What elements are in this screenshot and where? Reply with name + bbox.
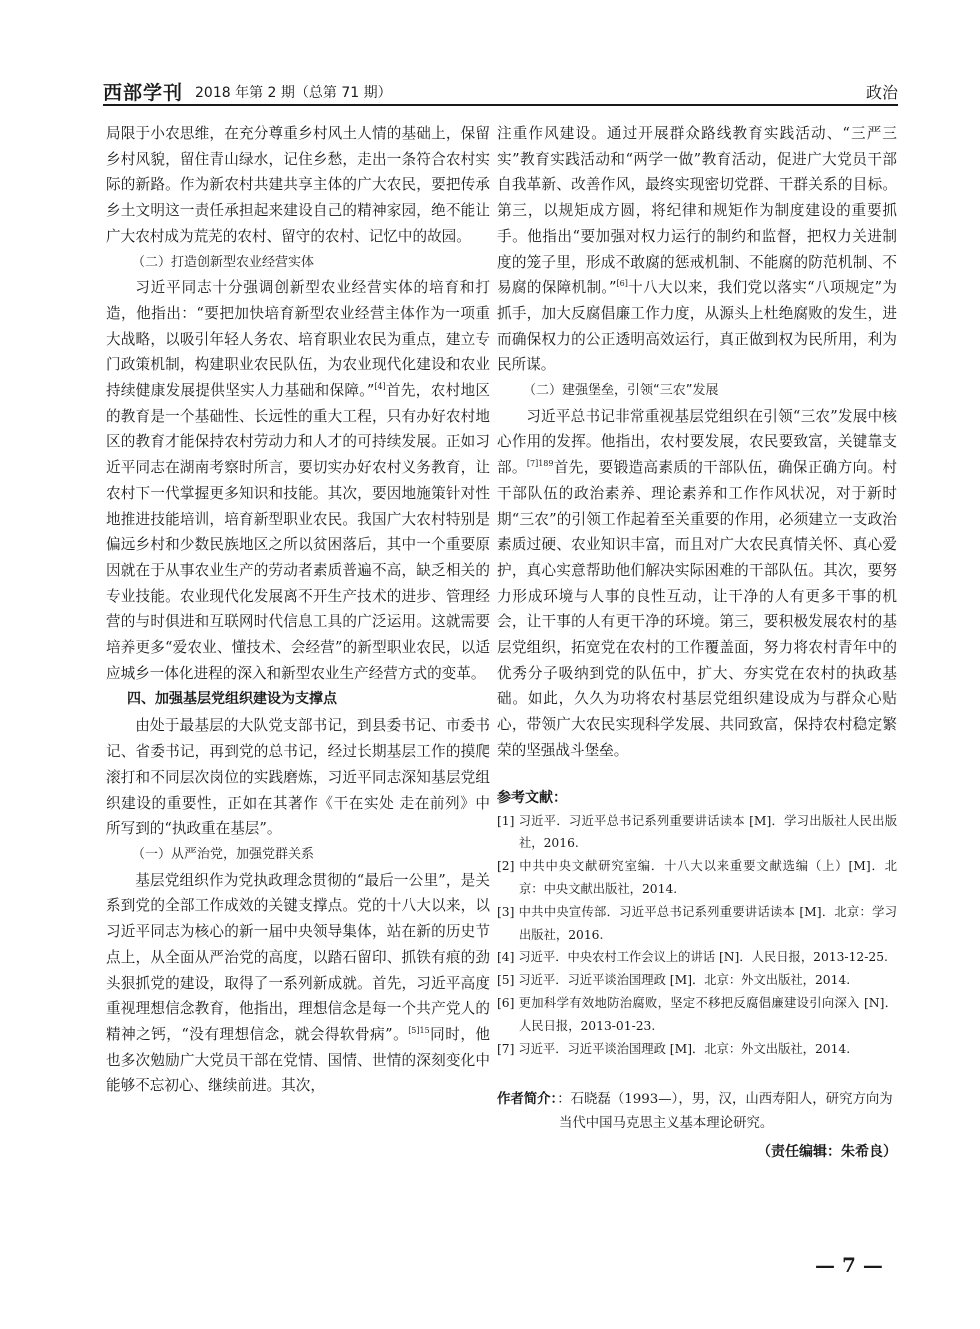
- author-bio: [497, 1088, 897, 1136]
- journal-logo: 西部学刊: [103, 82, 184, 104]
- right-column: [497, 121, 897, 1164]
- reference-item: [1] 习近平．习近平总书记系列重要讲话读本 [M]．学习出版社人民出版社，2016.: [497, 813, 897, 851]
- citation: [7]189: [526, 459, 554, 469]
- paragraph: 习近平同志十分强调创新型农业经营实体的培育和打造，他指出：“要把加快培育新型农业经营主体作为一项重大战略，以吸引年轻人务农、培育职业农民为重点，建立专门政策机制，构建职业农民队伍，为农业现代化建设和农业持续健康发展提供坚实人力基础和保障。”[4]首先，农村地区的教育是一个基础性、长远性的重大工程，只有办好农村地区的教育才能保持农村劳动力和人才的可持续发展。正如习近平同志在湖南考察时所言，要切实办好农村义务教育，让农村下一代掌握更多知识和技能。其次，要因地施策针对性地推进技能培训，培育新型职业农民。我国广大农村特别是偏远乡村和少数民族地区之所以贫困落后，其中一个重要原因就在于从事农业生产的劳动者素质普遍不高，缺乏相关的专业技能。农业现代化发展离不开生产技术的进步、管理经营的与时俱进和互联网时代信息工具的广泛运用。这就需要培养更多“爱农业、懂技术、会经营”的新型职业农民，以适应城乡一体化进程的深入和新型农业生产经营方式的变革。: [106, 279, 490, 682]
- citation: [5]15: [408, 1026, 430, 1036]
- citation: [6]: [616, 279, 628, 289]
- subheading: （一）从严治党，加强党群关系: [132, 846, 315, 862]
- references-list: [497, 810, 897, 1061]
- reference-item: [5] 习近平．习近平谈治国理政 [M]．北京：外文出版社，2014.: [497, 973, 851, 988]
- subheading: （二）打造创新型农业经营实体: [132, 254, 315, 270]
- section-heading: 四、加强基层党组织建设为支撑点: [127, 691, 337, 708]
- citation: [4]: [374, 382, 386, 392]
- author-label: 作者简介：: [497, 1092, 558, 1108]
- paragraph: 由处于最基层的大队党支部书记，到县委书记、市委书记、省委书记，再到党的总书记，经过长期基层工作的摸爬滚打和不同层次岗位的实践磨炼，习近平同志深知基层党组织建设的重要性，正如在其著作《干在实处 走在前列》中所写到的“执政重在基层”。: [106, 717, 490, 838]
- paragraph: 习近平总书记非常重视基层党组织在引领“三农”发展中核心作用的发挥。他指出，农村要发展，农民要致富，关键靠支部。$^{[7]189}$首先，要锻造高素质的干部队伍，确保正确方向。村干部队伍的政治素养、理论素养和工作作风状况，对于新时期“三农”的引领工作起着至关重要的作用，必须建立一支政治素质过硬、农业知识丰富，而且对广大农民真情关怀、真心爱护，真心实意帮助他们解决实际困难的干部队伍。其次，要努力形成环境与人事的良性互动，让干净的人有更多干事的机会，让干事的人有更干净的环境。第三，要积极发展农村的基层党组织，拓宽党在农村的工作覆盖面，努力将农村青年中的优秀分子吸纳到党的队伍中，扩大、夯实党在农村的执政基础。如此，久久为功将农村基层党组织建设成为与群众心贴心，带领广大农民实现科学发展、共同致富，保持农村稳定繁荣的坚强战斗堡垒。: [497, 407, 897, 759]
- reference-item: [3] 中共中央宣传部．习近平总书记系列重要讲话读本 [M]．北京：学习出版社，2016.: [497, 904, 897, 942]
- references-title: 参考文献：: [497, 789, 567, 806]
- subheading: （二）建强堡垒，引领“三农”发展: [523, 383, 719, 399]
- left-column: [106, 121, 490, 1099]
- page-header: [103, 72, 898, 102]
- paragraph: 基层党组织作为党执政理念贯彻的“最后一公里”，是关系到党的全部工作成效的关键支撑点。党的十八大以来，以习近平同志为核心的新一届中央领导集体，站在新的历史节点上，从全面从严治党的高度，以踏石留印、抓铁有痕的劲头狠抓党的建设，取得了一系列新成就。首先，习近平高度重视理想信念教育，他指出，理想信念是每一个共产党人的精神之钙，“没有理想信念，就会得软骨病”。$^{[5]15}$同时，他也多次勉励广大党员干部在党情、国情、世情的深刻变化中能够不忘初心、继续前进。其次，: [106, 871, 490, 1095]
- author-text: ：石晓磊（1993—），男，汉，山西寿阳人，研究方向为当代中国马克思主义基本理论研究。: [557, 1092, 893, 1132]
- reference-item: [2] 中共中央文献研究室编．十八大以来重要文献选编（上）[M]．北京：中央文献出版社，2014.: [497, 859, 897, 896]
- reference-item: [4] 习近平．中央农村工作会议上的讲话 [N]．人民日报，2013-12-25.: [497, 950, 888, 965]
- issue-info: 2018 年第 2 期（总第 71 期）: [195, 85, 392, 101]
- reference-item: [6] 更加科学有效地防治腐败，坚定不移把反腐倡廉建设引向深入 [N]．人民日报，2013-01-23.: [497, 995, 897, 1033]
- paragraph: 局限于小农思维，在充分尊重乡村风土人情的基础上，保留乡村风貌，留住青山绿水，记住乡愁，走出一条符合农村实际的新路。作为新农村共建共享主体的广大农民，要把传承乡土文明这一责任承担起来建设自己的精神家园，绝不能让广大农村成为荒芜的农村、留守的农村、记忆中的故园。: [106, 125, 490, 245]
- section-label: 政治: [865, 83, 898, 102]
- header-rule: [103, 104, 898, 106]
- paragraph: 注重作风建设。通过开展群众路线教育实践活动、“三严三实”教育实践活动和“两学一做”教育活动，促进广大党员干部自我革新、改善作风，最终实现密切党群、干群关系的目标。第三，以规矩成方圆，将纪律和规矩作为制度建设的重要抓手。他指出“要加强对权力运行的制约和监督，把权力关进制度的笼子里，形成不敢腐的惩戒机制、不能腐的防范机制、不易腐的保障机制。”[6]十八大以来，我们党以落实“八项规定”为抓手，加大反腐倡廉工作力度，从源头上杜绝腐败的发生，进而确保权力的公正透明高效运行，真正做到权为民所用，利为民所谋。: [497, 125, 897, 374]
- responsible-editor: （责任编辑：朱希良）: [757, 1144, 897, 1161]
- page-number: — 7 —: [815, 1253, 883, 1277]
- reference-item: [7] 习近平．习近平谈治国理政 [M]．北京：外文出版社，2014.: [497, 1041, 851, 1056]
